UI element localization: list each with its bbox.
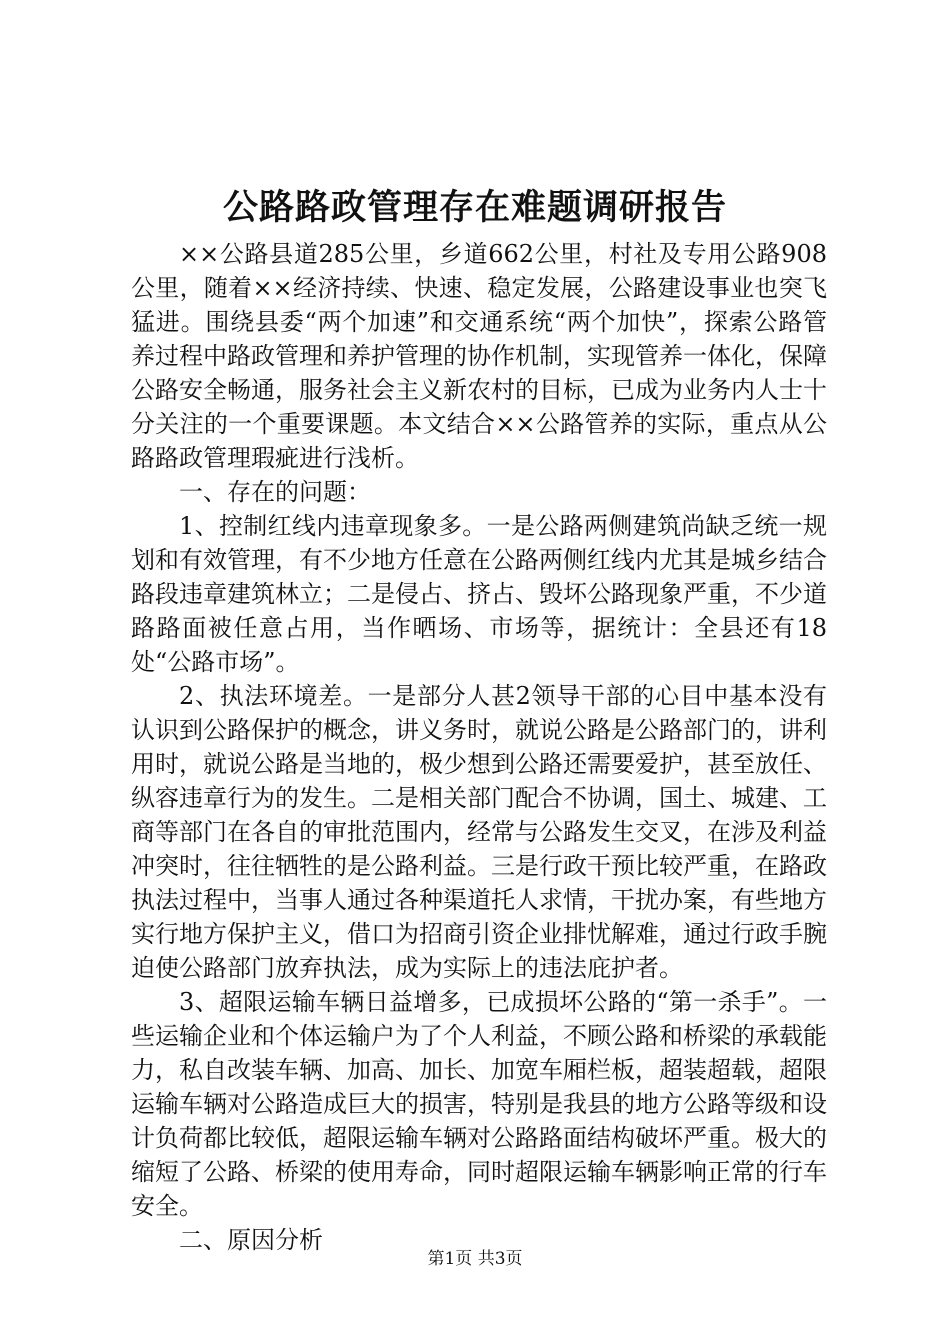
document-title: 公路路政管理存在难题调研报告 — [222, 187, 727, 228]
paragraph-problem-1: 1、控制红线内违章现象多。一是公路两侧建筑尚缺乏统一规划和有效管理，有不少地方任意在公路两侧红线内尤其是城乡结合路段违章建筑林立；二是侵占、挤占、毁坏公路现象严重，不少道路路面被任意占用，当作晒场、市场等，据统计：全县还有18处“公路市场”。 — [131, 512, 827, 676]
paragraph-problem-2: 2、执法环境差。一是部分人甚2领导干部的心目中基本没有认识到公路保护的概念，讲义务时，就说公路是公路部门的，讲利用时，就说公路是当地的，极少想到公路还需要爱护，甚至放任、纵容违章行为的发生。二是相关部门配合不协调，国土、城建、工商等部门在各自的审批范围内，经常与公路发生交叉，在涉及利益冲突时，往往牺牲的是公路利益。三是行政干预比较严重，在路政执法过程中，当事人通过各种渠道托人求情，干扰办案，有些地方实行地方保护主义，借口为招商引资企业排忧解难，通过行政手腕迫使公路部门放弃执法，成为实际上的违法庇护者。 — [131, 682, 827, 982]
section-heading-problems: 一、存在的问题： — [179, 478, 371, 506]
page-number-footer: 第1页 共3页 — [427, 1249, 523, 1269]
section-heading-causes: 二、原因分析 — [179, 1226, 323, 1254]
paragraph-intro: ××公路县道285公里，乡道662公里，村社及专用公路908公里，随着××经济持续、快速、稳定发展，公路建设事业也突飞猛进。围绕县委“两个加速”和交通系统“两个加快”，探索公路管养过程中路政管理和养护管理的协作机制，实现管养一体化，保障公路安全畅通，服务社会主义新农村的目标，已成为业务内人士十分关注的一个重要课题。本文结合××公路管养的实际，重点从公路路政管理瑕疵进行浅析。 — [131, 240, 827, 472]
document-body — [131, 237, 827, 1257]
paragraph-problem-3: 3、超限运输车辆日益增多，已成损坏公路的“第一杀手”。一些运输企业和个体运输户为了个人利益，不顾公路和桥梁的承载能力，私自改装车辆、加高、加长、加宽车厢栏板，超装超载，超限运输车辆对公路造成巨大的损害，特别是我县的地方公路等级和设计负荷都比较低，超限运输车辆对公路路面结构破坏严重。极大的缩短了公路、桥梁的使用寿命，同时超限运输车辆影响正常的行车安全。 — [131, 988, 827, 1220]
